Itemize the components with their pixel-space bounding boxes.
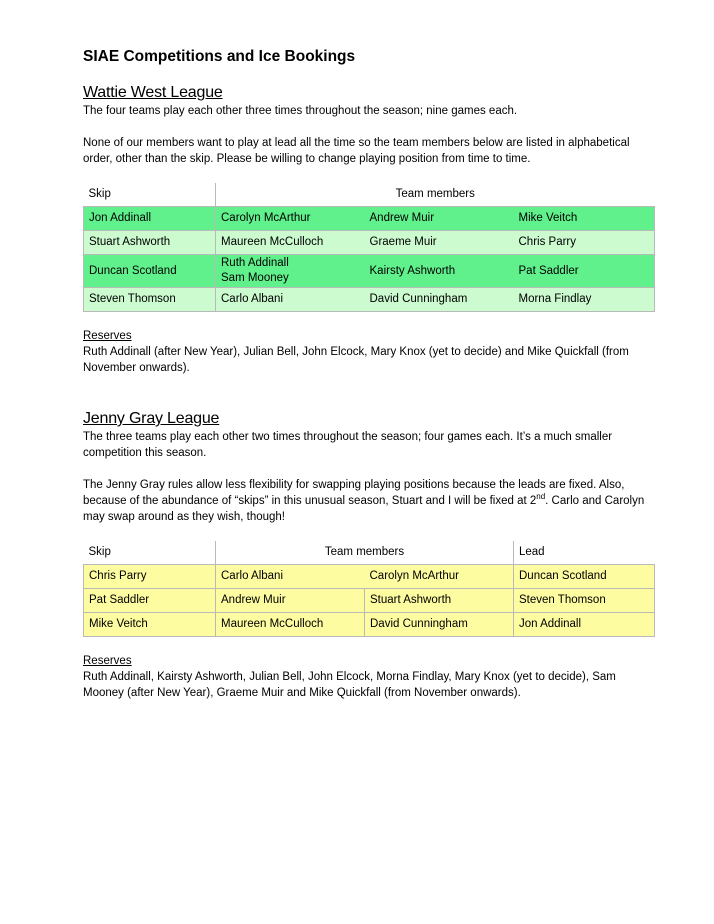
header-skip: Skip <box>84 541 216 565</box>
wattie-table <box>83 183 655 312</box>
jenny-reserves-label: Reserves <box>83 655 132 667</box>
jenny-intro: The three teams play each other two times throughout the season; four games each. It’s a much smaller competition this season. <box>83 431 613 459</box>
skip-cell: Pat Saddler <box>84 589 216 613</box>
member-cell: Chris Parry <box>514 231 655 255</box>
member-cell: Carlo Albani <box>216 565 365 589</box>
lead-cell: Jon Addinall <box>514 613 655 637</box>
jenny-explanation-part1: The Jenny Gray rules allow less flexibility for swapping playing positions because the leads are fixed. Also, because of the abundance of “skips” in this unusual season, Stuart and I will be fixed at 2 <box>83 479 625 507</box>
jenny-reserves-text: Ruth Addinall, Kairsty Ashworth, Julian Bell, John Elcock, Morna Findlay, Mary Knox (yet to decide), Sam Mooney (after New Year), Graeme Muir and Mike Quickfall (from November onwards). <box>83 671 616 699</box>
member-cell: Carolyn McArthur <box>365 565 514 589</box>
wattie-reserves-text: Ruth Addinall (after New Year), Julian Bell, John Elcock, Mary Knox (yet to decide) and Mike Quickfall (from November onwards). <box>83 346 629 374</box>
skip-cell: Stuart Ashworth <box>84 231 216 255</box>
member-cell: Stuart Ashworth <box>365 589 514 613</box>
member-cell: Maureen McCulloch <box>216 613 365 637</box>
skip-cell: Steven Thomson <box>84 288 216 312</box>
member-cell: Mike Veitch <box>514 207 655 231</box>
skip-cell: Jon Addinall <box>84 207 216 231</box>
table-row <box>84 255 655 288</box>
jenny-explanation-part2: . Carlo and Carolyn may swap around as they wish, though! <box>83 495 645 523</box>
table-row <box>84 207 655 231</box>
member-cell: Andrew Muir <box>365 207 514 231</box>
member-cell <box>216 255 365 288</box>
header-skip: Skip <box>84 183 216 207</box>
member-cell: Andrew Muir <box>216 589 365 613</box>
member-name: Sam Mooney <box>221 272 289 284</box>
header-team-members: Team members <box>216 541 514 565</box>
member-name: Ruth Addinall <box>221 257 289 269</box>
lead-cell: Steven Thomson <box>514 589 655 613</box>
member-cell: Morna Findlay <box>514 288 655 312</box>
skip-cell: Mike Veitch <box>84 613 216 637</box>
document-title: SIAE Competitions and Ice Bookings <box>83 48 356 65</box>
table-row <box>84 613 655 637</box>
wattie-heading: Wattie West League <box>83 84 223 101</box>
wattie-reserves-label: Reserves <box>83 330 132 342</box>
header-team-members: Team members <box>216 183 655 207</box>
header-lead: Lead <box>514 541 655 565</box>
jenny-table-header <box>84 541 655 565</box>
member-cell: Graeme Muir <box>365 231 514 255</box>
member-cell: Pat Saddler <box>514 255 655 288</box>
lead-cell: Duncan Scotland <box>514 565 655 589</box>
member-cell: Carolyn McArthur <box>216 207 365 231</box>
member-cell: Maureen McCulloch <box>216 231 365 255</box>
jenny-table <box>83 541 655 637</box>
ordinal-superscript: nd <box>536 492 546 502</box>
wattie-table-header <box>84 183 655 207</box>
skip-cell: Duncan Scotland <box>84 255 216 288</box>
table-row <box>84 565 655 589</box>
document-content <box>83 48 655 701</box>
wattie-explanation: None of our members want to play at lead all the time so the team members below are listed in alphabetical order, other than the skip. Please be willing to change playing position from time to time. <box>83 137 630 165</box>
member-cell: David Cunningham <box>365 613 514 637</box>
member-cell: Kairsty Ashworth <box>365 255 514 288</box>
table-row <box>84 288 655 312</box>
skip-cell: Chris Parry <box>84 565 216 589</box>
member-cell: David Cunningham <box>365 288 514 312</box>
table-row <box>84 231 655 255</box>
wattie-intro: The four teams play each other three times throughout the season; nine games each. <box>83 105 518 117</box>
jenny-explanation <box>83 477 655 525</box>
table-row <box>84 589 655 613</box>
member-cell: Carlo Albani <box>216 288 365 312</box>
jenny-heading: Jenny Gray League <box>83 410 220 427</box>
